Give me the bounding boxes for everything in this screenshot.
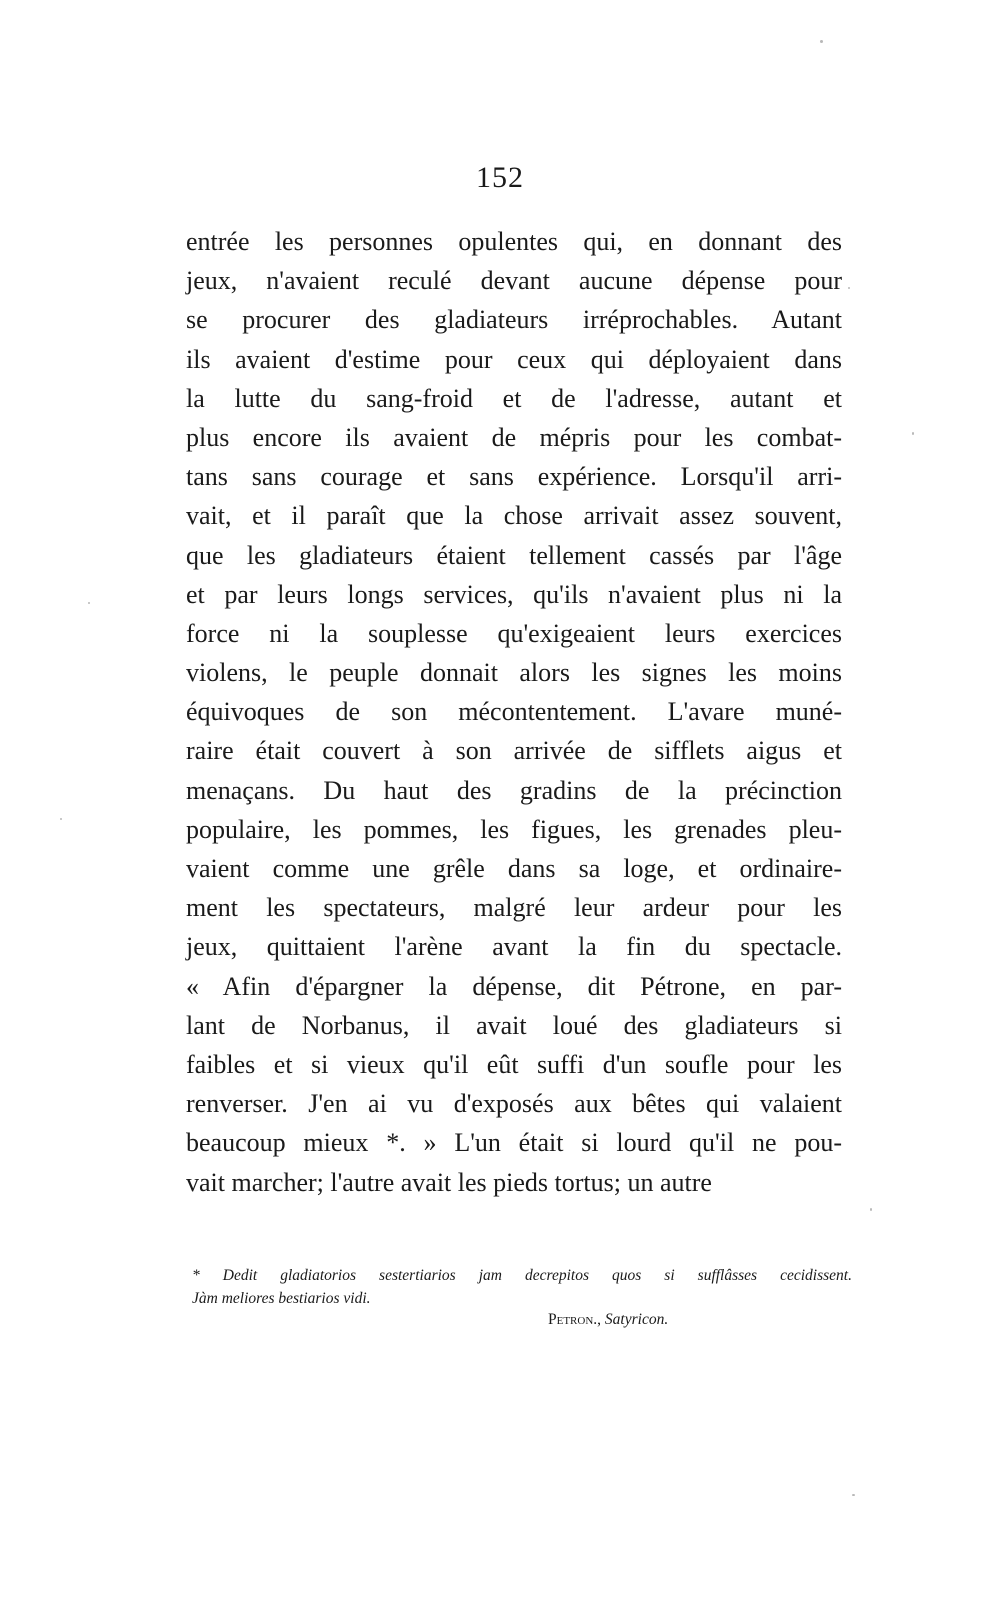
body-line: équivoques de son mécontentement. L'avare muné- [186,697,842,727]
footnote-source [548,1308,668,1331]
body-line: plus encore ils avaient de mépris pour les combat- [186,422,842,452]
body-line: menaçans. Du haut des gradins de la précinction [186,775,842,805]
body-line: « Afin d'épargner la dépense, dit Pétrone, en par- [186,971,842,1001]
body-line: vaient comme une grêle dans sa loge, et ordinaire- [186,854,842,883]
body-line: renverser. J'en ai vu d'exposés aux bêtes qui valaient [186,1089,842,1119]
footnote-source-work: Satyricon. [604,1311,669,1328]
scan-speck [848,287,850,289]
body-line: et par leurs longs services, qu'ils n'avaient plus ni la [186,579,842,609]
scan-speck [852,1494,855,1496]
footnote-line: Jàm meliores bestiarios vidi. [192,1290,371,1307]
scan-speck [60,818,62,820]
body-line: lant de Norbanus, il avait loué des gladiateurs si [186,1010,842,1040]
body-line: vait, et il paraît que la chose arrivait assez souvent, [186,501,842,531]
body-line: entrée les personnes opulentes qui, en donnant des [186,227,842,256]
body-line: violens, le peuple donnait alors les signes les moins [186,658,842,688]
footnote-source-author: Petron. [548,1311,598,1328]
body-line: que les gladiateurs étaient tellement cassés par l'âge [186,540,842,570]
body-line: force ni la souplesse qu'exigeaient leurs exercices [186,618,842,648]
body-line: tans sans courage et sans expérience. Lorsqu'il arri- [186,462,842,492]
footnote-source-separator: , [597,1311,605,1328]
body-line: ment les spectateurs, malgré leur ardeur pour les [186,893,842,923]
body-line: la lutte du sang-froid et de l'adresse, autant et [186,383,842,413]
scan-speck [912,432,914,435]
body-line: beaucoup mieux *. » L'un était si lourd qu'il ne pou- [186,1128,842,1158]
page-number: 152 [476,161,524,194]
body-line: raire était couvert à son arrivée de sifflets aigus et [186,736,842,766]
scan-speck [88,602,90,604]
body-line: faibles et si vieux qu'il eût suffi d'un soufle pour les [186,1049,842,1079]
scan-speck [820,40,823,43]
body-line: jeux, n'avaient reculé devant aucune dépense pour [186,266,842,296]
scan-speck [870,1208,872,1211]
footnote [192,1264,852,1310]
body-line: populaire, les pommes, les figues, les grenades pleu- [186,814,842,844]
body-line: se procurer des gladiateurs irréprochables. Autant [186,305,842,335]
footnote-line: * Dedit gladiatorios sestertiarios jam decrepitos quos si sufflâsses cecidissent. [192,1267,852,1284]
body-line: ils avaient d'estime pour ceux qui déployaient dans [186,344,842,374]
body-line: jeux, quittaient l'arène avant la fin du spectacle. [186,932,842,962]
body-text [186,222,842,1202]
body-line: vait marcher; l'autre avait les pieds tortus; un autre [186,1167,712,1197]
